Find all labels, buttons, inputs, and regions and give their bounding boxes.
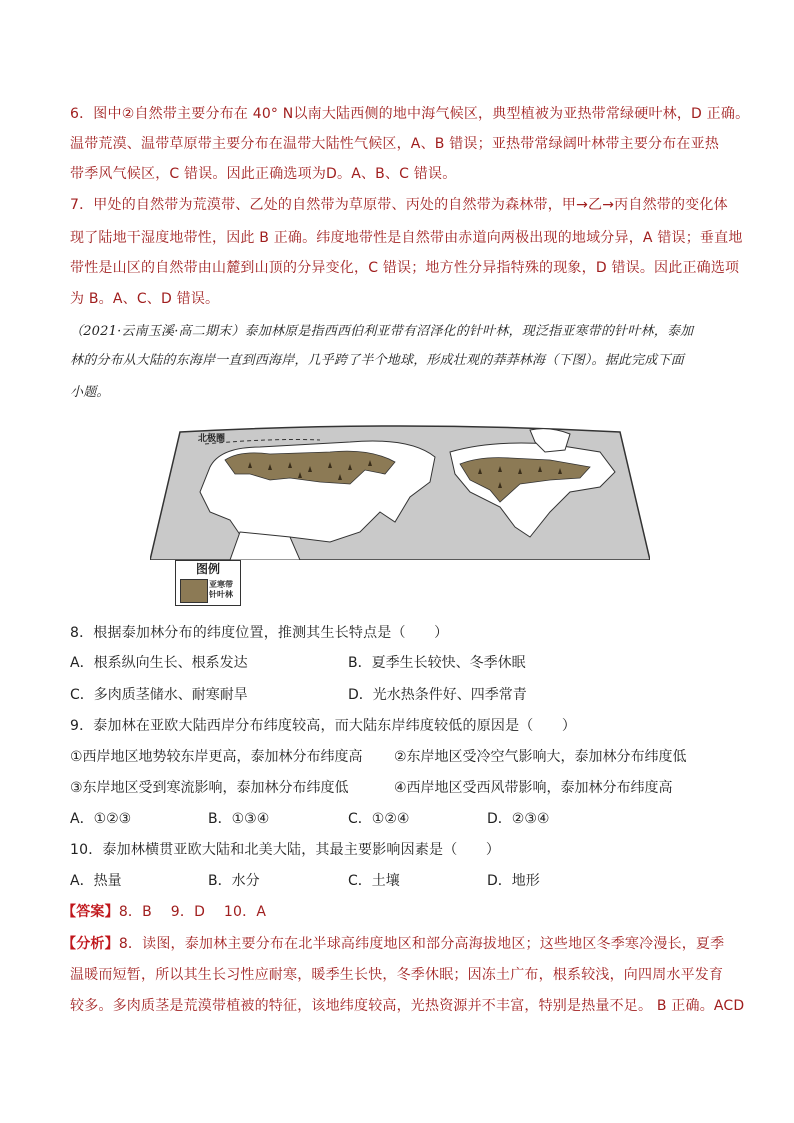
intro-line-3: 小题。 (70, 385, 110, 400)
q8-stem: 8．根据泰加林分布的纬度位置，推测其生长特点是（ ） (70, 625, 449, 641)
answer-tag: 【答案】 (62, 904, 119, 920)
answer-line (62, 902, 722, 922)
q9-statement-3: ③东岸地区受到寒流影响，泰加林分布纬度低 (70, 780, 349, 796)
q10-stem: 10．泰加林横贯亚欧大陆和北美大陆，其最主要影响因素是（ ） (70, 842, 501, 858)
q10-option-d: D．地形 (487, 873, 540, 889)
analysis-text-1: 8．读图，泰加林主要分布在北半球高纬度地区和部分高海拔地区；这些地区冬季寒冷漫长，夏季 (118, 936, 725, 952)
analysis-line-1 (62, 934, 725, 954)
q8-option-d: D．光水热条件好、四季常青 (348, 687, 527, 703)
q9-option-c: C．①②④ (348, 811, 410, 827)
q8-option-a: A．根系纵向生长、根系发达 (70, 655, 248, 671)
q9-stem: 9．泰加林在亚欧大陆西岸分布纬度较高，而大陆东岸纬度较低的原因是（ ） (70, 718, 577, 734)
analysis-line-3: 较多。多肉质茎是荒漠带植被的特征，该地纬度较高，光热资源并不丰富，特别是热量不足。 B 正确。ACD (70, 998, 745, 1014)
intro-line-2: 林的分布从大陆的东海岸一直到西海岸，几乎跨了半个地球，形成壮观的莽莽林海（下图）。据此完成下面 (70, 353, 684, 368)
q9-statement-4: ④西岸地区受西风带影响，泰加林分布纬度高 (394, 780, 673, 796)
intro-line-1: （2021·云南玉溪·高二期末）泰加林原是指西西伯利亚带有沼泽化的针叶林，现泛指亚寒带的针叶林，泰加 (70, 324, 694, 339)
taiga-distribution-map (150, 412, 650, 560)
q7-explanation-line-3: 带性是山区的自然带由山麓到山顶的分异变化，C 错误；地方性分异指特殊的现象，D 错误。因此正确选项 (70, 260, 740, 276)
q6-explanation-line-2: 温带荒漠、温带草原带主要分布在温带大陆性气候区，A、B 错误；亚热带常绿阔叶林带主要分布在亚热 (70, 136, 720, 152)
q10-option-b: B．水分 (208, 873, 260, 889)
q9-statement-1: ①西岸地区地势较东岸更高，泰加林分布纬度高 (70, 749, 363, 765)
q7-explanation-line-1: 7．甲处的自然带为荒漠带、乙处的自然带为草原带、丙处的自然带为森林带，甲→乙→丙自然带的变化体 (70, 197, 728, 213)
analysis-line-2: 温暖而短暂，所以其生长习性应耐寒，暖季生长快，冬季休眠；因冻土广布，根系较浅，向四周水平发育 (70, 967, 724, 983)
q9-option-a: A．①②③ (70, 811, 132, 827)
q8-option-b: B．夏季生长较快、冬季休眠 (348, 655, 526, 671)
q9-option-d: D．②③④ (487, 811, 550, 827)
legend-taiga-swatch (180, 579, 208, 603)
q9-option-b: B．①③④ (208, 811, 270, 827)
q10-option-a: A．热量 (70, 873, 122, 889)
q7-explanation-line-4: 为 B。A、C、D 错误。 (70, 291, 220, 307)
q8-option-c: C．多肉质茎储水、耐寒耐旱 (70, 687, 248, 703)
answer-text: 8．B 9．D 10．A (118, 904, 267, 920)
arctic-circle-label: 北极圈 (198, 434, 226, 444)
q10-option-c: C．土壤 (348, 873, 400, 889)
q7-explanation-line-2: 现了陆地干湿度地带性，因此 B 正确。纬度地带性是自然带由赤道向两极出现的地域分异，A 错误；垂直地 (70, 230, 743, 246)
legend-title: 图例 (195, 562, 220, 576)
legend-taiga-label: 亚寒带针叶林 (209, 580, 233, 599)
q6-explanation-line-3: 带季风气候区，C 错误。因此正确选项为D。A、B、C 错误。 (70, 166, 457, 182)
map-legend (175, 560, 241, 606)
q9-statement-2: ②东岸地区受冷空气影响大，泰加林分布纬度低 (394, 749, 687, 765)
q6-explanation-line-1: 6．图中②自然带主要分布在 40° N以南大陆西侧的地中海气候区，典型植被为亚热带常绿硬叶林，D 正确。 (70, 106, 750, 122)
analysis-tag: 【分析】 (62, 936, 119, 952)
